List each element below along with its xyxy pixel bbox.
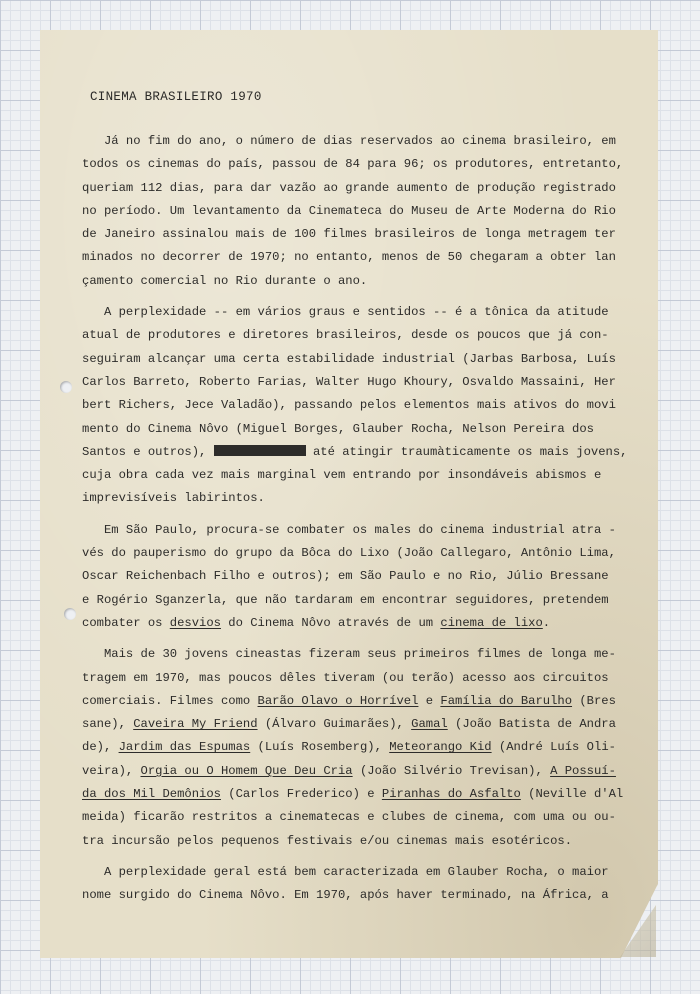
text-segment: comerciais. Filmes como — [82, 693, 258, 708]
text-segment: no período. Um levantamento da Cinemateca do Museu de Arte Moderna do Rio — [82, 203, 616, 218]
text-segment: de), — [82, 740, 119, 755]
punch-hole — [64, 608, 76, 620]
text-segment: tragem em 1970, mas poucos dêles tiveram (ou terão) acesso aos circuitos — [82, 670, 609, 685]
underlined-title: Gamal — [411, 717, 448, 732]
paragraph — [82, 861, 638, 908]
text-segment: atual de produtores e diretores brasileiros, desde os poucos que já con- — [82, 328, 609, 343]
text-line — [82, 830, 638, 853]
text-segment: (Álvaro Guimarães), — [257, 717, 412, 732]
text-line — [82, 884, 638, 907]
underlined-title: Orgia ou O Homem Que Deu Cria — [140, 763, 353, 778]
text-segment: A perplexidade geral está bem caracterizada em Glauber Rocha, o maior — [82, 864, 609, 879]
underlined-title: Jardim das Espumas — [118, 740, 251, 755]
text-line — [82, 153, 638, 176]
paragraph — [82, 519, 638, 635]
text-segment: (João Silvério Trevisan), — [352, 763, 551, 778]
text-line — [82, 760, 638, 783]
text-segment: sane), — [82, 717, 134, 732]
text-line — [82, 177, 638, 200]
text-segment: (Bres — [572, 693, 616, 708]
text-segment: do Cinema Nôvo através de um — [220, 615, 441, 630]
text-segment: (André Luís Oli- — [491, 740, 616, 755]
underlined-title: Piranhas do Asfalto — [381, 787, 521, 802]
text-segment: veira), — [82, 763, 141, 778]
text-segment: Santos e outros), — [82, 444, 214, 459]
text-segment: nome surgido do Cinema Nôvo. Em 1970, após haver terminado, na África, a — [82, 888, 609, 903]
text-segment: Em São Paulo, procura-se combater os males do cinema industrial atra - — [82, 522, 616, 537]
text-line — [82, 418, 638, 441]
text-segment: (Carlos Frederico) e — [220, 787, 382, 802]
underlined-title: Barão Olavo o Horrível — [257, 693, 419, 708]
underlined-title: A Possuí- — [550, 763, 616, 778]
text-line — [82, 246, 638, 269]
text-line — [82, 348, 638, 371]
text-segment: todos os cinemas do país, passou de 84 para 96; os produtores, entretanto, — [82, 157, 624, 172]
text-segment: (Luís Rosemberg), — [250, 740, 390, 755]
paragraph — [82, 130, 638, 293]
text-line — [82, 690, 638, 713]
text-line — [82, 643, 638, 666]
text-line — [82, 565, 638, 588]
text-segment: vés do pauperismo do grupo da Bôca do Lixo (João Callegaro, Antônio Lima, — [82, 546, 616, 561]
text-segment: imprevisíveis labirintos. — [82, 491, 265, 506]
document-title: CINEMA BRASILEIRO 1970 — [90, 90, 262, 104]
underlined-title: Meteorango Kid — [389, 740, 492, 755]
text-segment: meida) ficarão restritos a cinematecas e clubes de cinema, com uma ou ou- — [82, 810, 616, 825]
text-line — [82, 861, 638, 884]
text-segment: seguiram alcançar uma certa estabilidade industrial (Jarbas Barbosa, Luís — [82, 351, 616, 366]
text-segment: çamento comercial no Rio durante o ano. — [82, 273, 368, 288]
text-segment: tra incursão pelos pequenos festivais e/ou cinemas mais esotéricos. — [82, 833, 573, 848]
text-line — [82, 200, 638, 223]
underlined-title: cinema de lixo — [440, 615, 543, 630]
text-line — [82, 736, 638, 759]
text-line — [82, 464, 638, 487]
underlined-title: desvios — [169, 615, 221, 630]
text-segment: (João Batista de Andra — [447, 717, 616, 732]
document-body — [82, 130, 638, 908]
text-segment: Já no fim do ano, o número de dias reservados ao cinema brasileiro, em — [82, 134, 616, 148]
text-line — [82, 130, 638, 153]
text-line — [82, 667, 638, 690]
underlined-title: Caveira My Friend — [133, 717, 258, 732]
text-segment: minados no decorrer de 1970; no entanto, menos de 50 chegaram a obter lan — [82, 250, 616, 265]
text-segment: e — [418, 693, 441, 708]
text-segment: queriam 112 dias, para dar vazão ao grande aumento de produção registrado — [82, 180, 616, 195]
text-segment: de Janeiro assinalou mais de 100 filmes brasileiros de longa metragem ter — [82, 227, 616, 242]
text-line — [82, 783, 638, 806]
text-segment: bert Richers, Jece Valadão), passando pelos elementos mais ativos do movi — [82, 398, 616, 413]
text-line — [82, 324, 638, 347]
text-segment: (Neville d'Al — [520, 787, 624, 802]
text-line — [82, 806, 638, 829]
text-line — [82, 519, 638, 542]
text-line — [82, 441, 638, 464]
text-line — [82, 542, 638, 565]
text-segment: até atingir traumàticamente os mais jovens, — [305, 444, 628, 459]
underlined-title: da dos Mil Demônios — [82, 787, 221, 802]
text-line — [82, 612, 638, 635]
punch-hole — [60, 381, 72, 393]
text-line — [82, 713, 638, 736]
text-line — [82, 301, 638, 324]
text-line — [82, 394, 638, 417]
text-line — [82, 371, 638, 394]
text-segment: mento do Cinema Nôvo (Miguel Borges, Glauber Rocha, Nelson Pereira dos — [82, 421, 594, 436]
text-line — [82, 223, 638, 246]
text-segment: . — [542, 615, 551, 630]
underlined-title: Família do Barulho — [440, 693, 573, 708]
text-segment: e Rogério Sganzerla, que não tardaram em encontrar seguidores, pretendem — [82, 592, 609, 607]
redacted-text — [214, 445, 306, 456]
text-line — [82, 270, 638, 293]
text-line — [82, 589, 638, 612]
text-segment: Oscar Reichenbach Filho e outros); em São Paulo e no Rio, Júlio Bressane — [82, 569, 609, 584]
text-segment: A perplexidade -- em vários graus e sentidos -- é a tônica da atitude — [82, 305, 609, 320]
paragraph — [82, 301, 638, 511]
text-segment: cuja obra cada vez mais marginal vem entrando por insondáveis abismos e — [82, 468, 602, 483]
paragraph — [82, 643, 638, 853]
text-line — [82, 487, 638, 510]
text-segment: Carlos Barreto, Roberto Farias, Walter Hugo Khoury, Osvaldo Massaini, Her — [82, 374, 616, 389]
text-segment: Mais de 30 jovens cineastas fizeram seus primeiros filmes de longa me- — [82, 647, 616, 662]
text-segment: combater os — [82, 615, 170, 630]
